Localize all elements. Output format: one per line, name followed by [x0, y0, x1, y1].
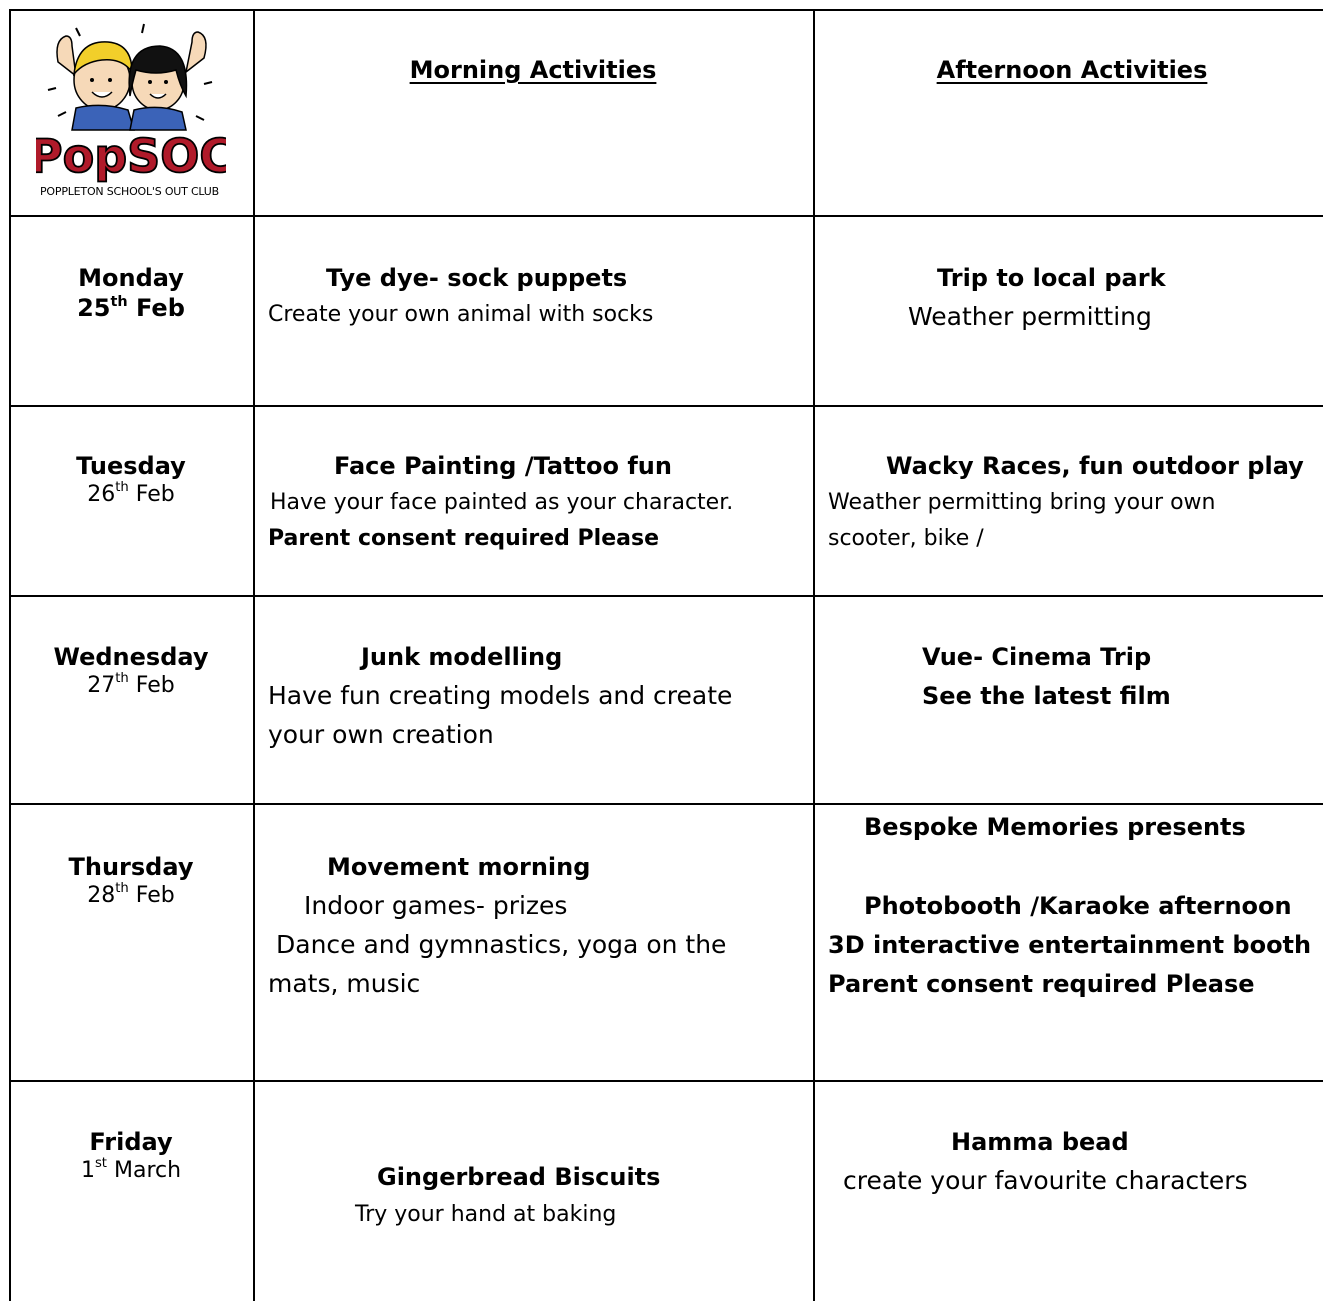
logo-subtitle: POPPLETON SCHOOL'S OUT CLUB — [40, 185, 220, 198]
activity-desc: Create your own animal with socks — [268, 302, 654, 327]
column-divider-1 — [253, 10, 255, 1301]
activity-desc: Indoor games- prizes — [304, 891, 568, 920]
activity-desc: 3D interactive entertainment booth — [828, 931, 1312, 959]
activity-desc: Weather permitting — [908, 302, 1152, 331]
day-name: Thursday — [68, 853, 194, 881]
table-border-top — [9, 9, 1323, 11]
day-name: Wednesday — [53, 643, 209, 671]
day-cell-wednesday — [9, 642, 253, 700]
day-cell-thursday — [9, 852, 253, 910]
activity-desc: Try your hand at baking — [355, 1202, 617, 1227]
popsoc-logo-graphic — [36, 22, 226, 202]
activity-title: Hamma bead — [951, 1128, 1129, 1156]
row-divider-1 — [9, 215, 1323, 217]
row-divider-3 — [9, 595, 1323, 597]
activity-title: Face Painting /Tattoo fun — [334, 452, 672, 480]
activity-desc: your own creation — [268, 720, 494, 749]
day-date: 25th Feb — [77, 293, 185, 322]
activity-title: Tye dye- sock puppets — [326, 264, 628, 292]
activity-title: Junk modelling — [361, 643, 563, 671]
consent-note: Parent consent required Please — [828, 970, 1255, 998]
activity-desc: Have fun creating models and create — [268, 681, 733, 710]
activity-desc: create your favourite characters — [843, 1166, 1248, 1195]
header-afternoon: Afternoon Activities — [936, 56, 1208, 84]
activity-title: Wacky Races, fun outdoor play — [886, 452, 1304, 480]
activity-title: Gingerbread Biscuits — [377, 1163, 661, 1191]
activity-title: Bespoke Memories presents — [864, 813, 1246, 841]
day-name: Friday — [89, 1128, 173, 1156]
row-divider-4 — [9, 803, 1323, 805]
day-cell-monday — [9, 263, 253, 323]
day-cell-tuesday — [9, 451, 253, 509]
activity-desc: Dance and gymnastics, yoga on the — [276, 930, 727, 959]
logo-wordmark: PopSOC — [36, 129, 226, 183]
row-divider-5 — [9, 1080, 1323, 1082]
row-divider-2 — [9, 405, 1323, 407]
consent-note: Parent consent required Please — [268, 526, 660, 551]
column-divider-2 — [813, 10, 815, 1301]
activity-desc: Have your face painted as your character. — [270, 490, 734, 515]
day-date: 26th Feb — [87, 480, 175, 507]
day-date: 28th Feb — [87, 881, 175, 908]
activity-title: Vue- Cinema Trip — [922, 643, 1152, 671]
activity-desc: mats, music — [268, 969, 421, 998]
activity-desc: scooter, bike / — [828, 526, 984, 551]
activity-desc: Photobooth /Karaoke afternoon — [864, 892, 1292, 920]
activity-desc: See the latest film — [922, 682, 1171, 710]
day-cell-friday — [9, 1127, 253, 1185]
day-date: 1st March — [80, 1156, 182, 1183]
day-name: Tuesday — [76, 452, 186, 480]
day-name: Monday — [78, 264, 184, 292]
header-morning: Morning Activities — [409, 56, 657, 84]
activity-title: Trip to local park — [937, 264, 1166, 292]
activity-title: Movement morning — [327, 853, 591, 881]
popsoc-logo — [36, 22, 226, 202]
activity-desc: Weather permitting bring your own — [828, 490, 1216, 515]
day-date: 27th Feb — [87, 671, 175, 698]
